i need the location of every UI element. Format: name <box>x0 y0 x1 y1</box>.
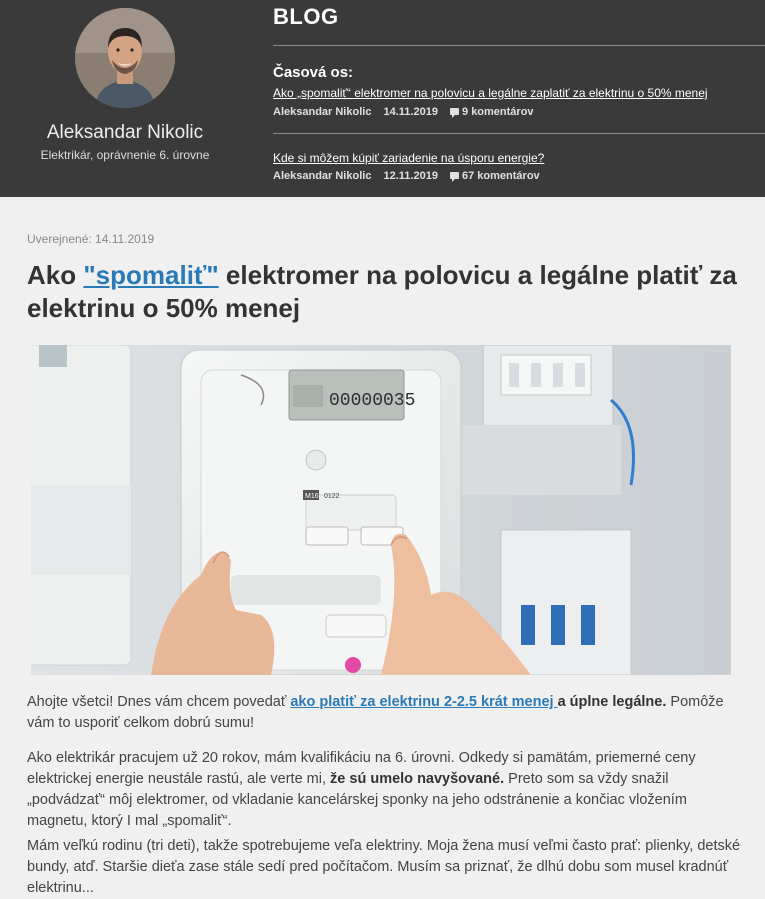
meter-display: 00000035 <box>329 391 416 411</box>
body-paragraph <box>27 748 742 832</box>
post-date: 12.11.2019 <box>383 170 438 182</box>
divider <box>273 45 765 46</box>
headline-text: elektromer na polovicu a legálne platiť za elektrinu o 50% menej <box>27 260 737 323</box>
author-role: Elektrikár, oprávnenie 6. úrovne <box>40 148 210 162</box>
electric-meter-photo <box>31 345 731 675</box>
divider <box>273 133 765 134</box>
paragraph-text: Ahojte všetci! Dnes vám chcem povedať <box>27 694 291 710</box>
savings-link[interactable]: ako platiť za elektrinu 2-2.5 krát menej <box>290 694 558 710</box>
post-comments[interactable]: 67 komentárov <box>462 170 540 182</box>
timeline-post-link[interactable]: Kde si môžem kúpiť zariadenie na úsporu energie? <box>273 151 545 165</box>
hero-image <box>31 345 731 675</box>
site-header <box>0 0 765 197</box>
emphasis-text: že sú umelo navyšované. <box>330 771 505 787</box>
published-date: Uverejnené: 14.11.2019 <box>27 232 155 246</box>
post-author: Aleksandar Nikolic <box>273 170 372 182</box>
paragraph-text: Pomôže vám to usporiť celkom dobrú sumu! <box>27 694 724 731</box>
author-profile <box>0 0 250 197</box>
paragraph-text: Preto som sa vždy snažil „podvádzať“ môj elektromer, od vkladanie kancelárskej sponky na jeho odstránenie a končiac vložením magnetu, ktorý I mal „spomaliť“. <box>27 771 687 829</box>
body-paragraph: Mám veľkú rodinu (tri deti), takže spotrebujeme veľa elektriny. Moja žena musí veľmi často prať: plienky, detské bundy, atď. Staršie dieťa zase stále sedí pred počítačom. Musím sa priznať, že dlhú dobu som musel kradnúť elektrinu... <box>27 838 741 896</box>
paragraph-text: Ako elektrikár pracujem už 20 rokov, mám kvalifikáciu na 6. úrovni. Odkedy si pamätám, priemerné ceny elektrickej energie neustále rastú, ale verte mi, <box>27 750 696 787</box>
headline-text: Ako <box>27 260 84 290</box>
post-comments[interactable]: 9 komentárov <box>462 106 534 118</box>
timeline-label: Časová os: <box>273 64 354 81</box>
avatar-photo <box>75 8 175 108</box>
emphasis-text: a úplne legálne. <box>557 694 667 710</box>
meter-code: 0122 <box>324 493 340 500</box>
timeline-post-meta <box>273 170 549 182</box>
intro-paragraph <box>27 692 742 734</box>
timeline-post-link[interactable]: Ako „spomaliť“ elektromer na polovicu a legálne zaplatiť za elektrinu o 50% menej <box>273 86 708 100</box>
headline-link[interactable]: "spomaliť" <box>83 260 219 290</box>
post-date: 14.11.2019 <box>383 106 438 118</box>
comment-icon <box>450 172 459 179</box>
avatar[interactable] <box>75 8 175 108</box>
meter-label: M16 <box>305 493 319 500</box>
blog-title: BLOG <box>273 4 339 29</box>
comment-icon <box>450 108 459 115</box>
article <box>0 197 765 896</box>
timeline-post-meta <box>273 106 543 118</box>
author-name: Aleksandar Nikolic <box>46 122 204 143</box>
article-headline <box>27 259 747 325</box>
post-author: Aleksandar Nikolic <box>273 106 372 118</box>
